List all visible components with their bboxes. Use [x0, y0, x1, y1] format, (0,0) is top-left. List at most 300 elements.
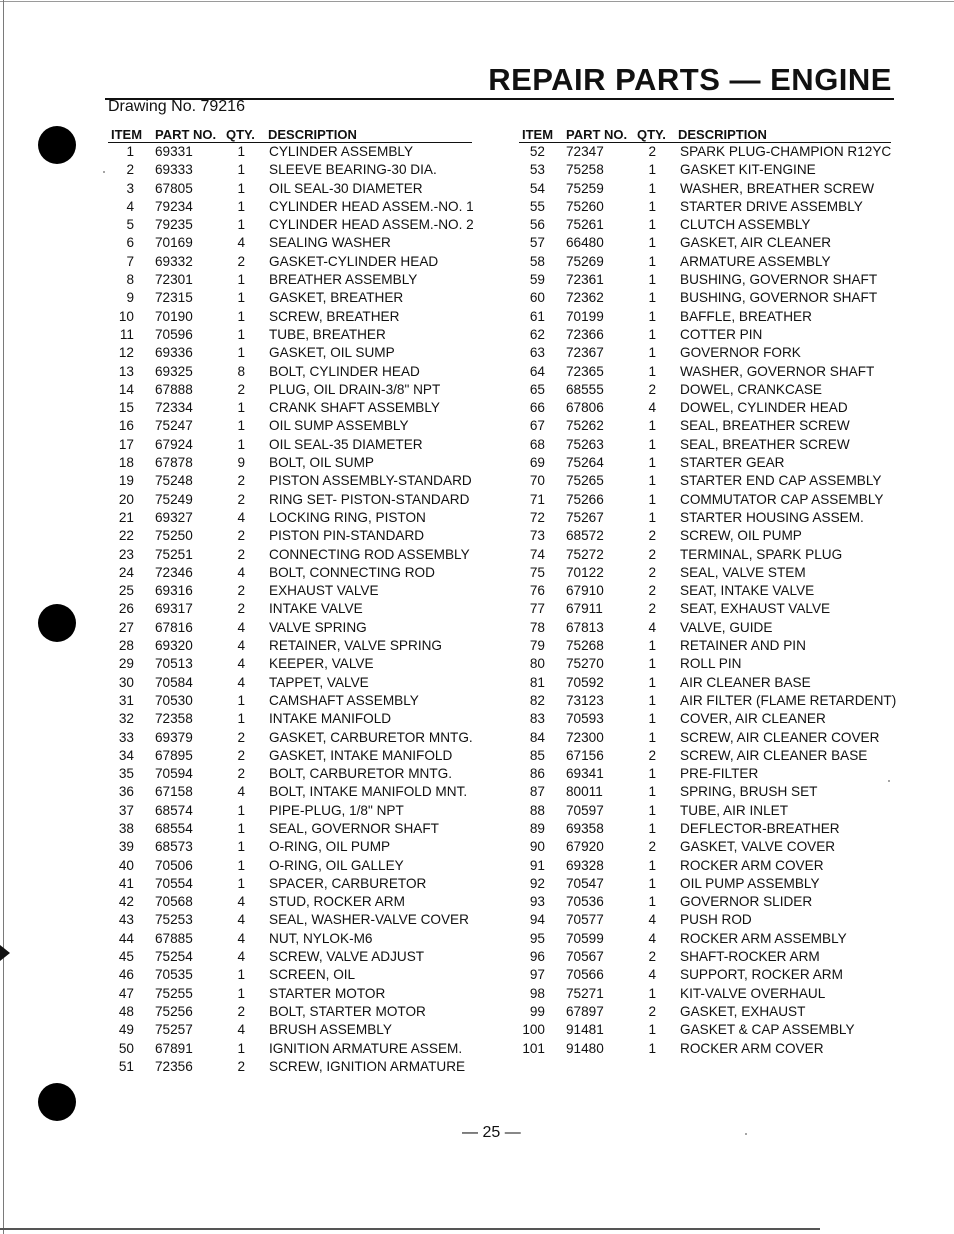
part-number: 72356 [155, 1058, 193, 1074]
part-number: 75264 [566, 455, 604, 471]
part-number: 72365 [566, 363, 604, 379]
description: SPRING, BRUSH SET [680, 784, 818, 800]
description: BOLT, OIL SUMP [269, 455, 374, 471]
item-number: 80 [529, 656, 545, 672]
item-number: 43 [118, 912, 134, 928]
description: GASKET & CAP ASSEMBLY [680, 1022, 855, 1038]
item-number: 97 [529, 967, 545, 983]
quantity: 2 [648, 583, 656, 599]
item-number: 98 [529, 985, 545, 1001]
description: OIL SEAL-35 DIAMETER [269, 436, 423, 452]
part-number: 75270 [566, 656, 604, 672]
part-number: 75258 [566, 162, 604, 178]
item-number: 28 [118, 638, 134, 654]
part-number: 67895 [155, 747, 193, 763]
description: BAFFLE, BREATHER [680, 308, 812, 324]
description: SEALING WASHER [269, 235, 391, 251]
item-number: 33 [118, 729, 134, 745]
part-number: 70567 [566, 949, 604, 965]
item-number: 37 [118, 802, 134, 818]
part-number: 72367 [566, 345, 604, 361]
part-number: 70593 [566, 711, 604, 727]
item-number: 84 [529, 729, 545, 745]
item-number: 4 [126, 198, 134, 214]
page-edge-marker [0, 945, 10, 961]
item-number: 40 [118, 857, 134, 873]
quantity: 1 [648, 198, 656, 214]
quantity: 2 [237, 601, 245, 617]
item-number: 38 [118, 820, 134, 836]
description: CRANK SHAFT ASSEMBLY [269, 400, 440, 416]
item-number: 87 [529, 784, 545, 800]
quantity: 4 [237, 1022, 245, 1038]
description: ROCKER ARM ASSEMBLY [680, 930, 847, 946]
description: STARTER MOTOR [269, 985, 386, 1001]
item-number: 57 [529, 235, 545, 251]
quantity: 1 [237, 418, 245, 434]
item-number: 86 [529, 766, 545, 782]
header-item: ITEM [522, 127, 554, 142]
item-number: 47 [118, 985, 134, 1001]
quantity: 4 [237, 894, 245, 910]
part-number: 69341 [566, 766, 604, 782]
description: STARTER DRIVE ASSEMBLY [680, 198, 863, 214]
description: BREATHER ASSEMBLY [269, 272, 418, 288]
quantity: 1 [237, 1040, 245, 1056]
description: OIL SEAL-30 DIAMETER [269, 180, 423, 196]
part-number: 69336 [155, 345, 193, 361]
description: CYLINDER ASSEMBLY [269, 144, 414, 159]
quantity: 1 [237, 345, 245, 361]
item-number: 82 [529, 692, 545, 708]
quantity: 1 [237, 857, 245, 873]
quantity: 1 [237, 272, 245, 288]
quantity: 1 [648, 894, 656, 910]
header-part-no: PART NO. [566, 127, 628, 142]
description: TAPPET, VALVE [269, 674, 369, 690]
description: SCREW, OIL PUMP [680, 528, 802, 544]
quantity: 9 [237, 455, 245, 471]
quantity: 1 [648, 802, 656, 818]
description: BUSHING, GOVERNOR SHAFT [680, 272, 878, 288]
item-number: 16 [118, 418, 134, 434]
item-number: 99 [529, 1003, 545, 1019]
item-number: 1 [126, 144, 134, 159]
quantity: 1 [237, 839, 245, 855]
item-number: 50 [118, 1040, 134, 1056]
description: SEAL, VALVE STEM [680, 564, 806, 580]
part-number: 67920 [566, 839, 604, 855]
page-title: REPAIR PARTS — ENGINE [488, 62, 892, 97]
description: SEAL, BREATHER SCREW [680, 418, 850, 434]
item-number: 63 [529, 345, 545, 361]
part-number: 75254 [155, 949, 193, 965]
quantity: 2 [648, 546, 656, 562]
quantity: 1 [237, 162, 245, 178]
part-number: 75269 [566, 253, 604, 269]
part-number: 70513 [155, 656, 193, 672]
part-number: 67813 [566, 619, 604, 635]
description: DOWEL, CYLINDER HEAD [680, 400, 848, 416]
item-number: 55 [529, 198, 545, 214]
description: O-RING, OIL PUMP [269, 839, 391, 855]
part-number: 69379 [155, 729, 193, 745]
quantity: 2 [237, 491, 245, 507]
quantity: 1 [648, 674, 656, 690]
description: GASKET, VALVE COVER [680, 839, 836, 855]
item-number: 85 [529, 747, 545, 763]
scan-speck [888, 780, 890, 782]
quantity: 1 [648, 473, 656, 489]
part-number: 75268 [566, 638, 604, 654]
quantity: 2 [648, 747, 656, 763]
description: AIR CLEANER BASE [680, 674, 811, 690]
description: INTAKE VALVE [269, 601, 363, 617]
item-number: 20 [118, 491, 134, 507]
quantity: 1 [648, 235, 656, 251]
quantity: 1 [648, 857, 656, 873]
description: GASKET-CYLINDER HEAD [269, 253, 439, 269]
item-number: 76 [529, 583, 545, 599]
part-number: 75247 [155, 418, 193, 434]
item-number: 96 [529, 949, 545, 965]
quantity: 2 [648, 528, 656, 544]
description: COTTER PIN [680, 326, 763, 342]
item-number: 15 [118, 400, 134, 416]
item-number: 9 [126, 290, 134, 306]
part-number: 67158 [155, 784, 193, 800]
quantity: 4 [237, 509, 245, 525]
description: SEAL, GOVERNOR SHAFT [269, 820, 439, 836]
quantity: 1 [237, 180, 245, 196]
description: O-RING, OIL GALLEY [269, 857, 404, 873]
quantity: 1 [648, 272, 656, 288]
scan-speck [745, 1133, 747, 1135]
item-number: 2 [126, 162, 134, 178]
quantity: 2 [237, 1058, 245, 1074]
part-number: 70594 [155, 766, 193, 782]
description: GASKET, CARBURETOR MNTG. [269, 729, 473, 745]
part-number: 70577 [566, 912, 604, 928]
quantity: 4 [648, 619, 656, 635]
part-number: 67910 [566, 583, 604, 599]
part-number: 75253 [155, 912, 193, 928]
quantity: 1 [648, 638, 656, 654]
part-number: 70122 [566, 564, 604, 580]
part-number: 79235 [155, 217, 193, 233]
description: BOLT, INTAKE MANIFOLD MNT. [269, 784, 468, 800]
description: PIPE-PLUG, 1/8" NPT [269, 802, 404, 818]
description: CONNECTING ROD ASSEMBLY [269, 546, 470, 562]
description: OIL SUMP ASSEMBLY [269, 418, 409, 434]
description: PISTON PIN-STANDARD [269, 528, 425, 544]
item-number: 74 [529, 546, 545, 562]
part-number: 67878 [155, 455, 193, 471]
part-number: 79234 [155, 198, 193, 214]
quantity: 1 [648, 418, 656, 434]
quantity: 2 [237, 546, 245, 562]
description: COMMUTATOR CAP ASSEMBLY [680, 491, 884, 507]
description: PUSH ROD [680, 912, 752, 928]
part-number: 72300 [566, 729, 604, 745]
item-number: 21 [118, 509, 134, 525]
page-number: — 25 — [462, 1124, 521, 1141]
part-number: 75265 [566, 473, 604, 489]
header-description: DESCRIPTION [678, 127, 767, 142]
part-number: 67816 [155, 619, 193, 635]
item-number: 46 [118, 967, 134, 983]
description: SCREW, AIR CLEANER BASE [680, 747, 868, 763]
item-number: 69 [529, 455, 545, 471]
part-number: 69331 [155, 144, 193, 159]
item-number: 72 [529, 509, 545, 525]
item-number: 64 [529, 363, 545, 379]
description: WASHER, BREATHER SCREW [680, 180, 875, 196]
item-number: 88 [529, 802, 545, 818]
quantity: 1 [648, 217, 656, 233]
quantity: 2 [237, 747, 245, 763]
quantity: 4 [237, 656, 245, 672]
part-number: 69325 [155, 363, 193, 379]
quantity: 4 [237, 638, 245, 654]
item-number: 8 [126, 272, 134, 288]
item-number: 18 [118, 455, 134, 471]
part-number: 75256 [155, 1003, 193, 1019]
description: SEAT, INTAKE VALVE [680, 583, 815, 599]
item-number: 90 [529, 839, 545, 855]
quantity: 1 [237, 198, 245, 214]
part-number: 68574 [155, 802, 193, 818]
item-number: 95 [529, 930, 545, 946]
quantity: 2 [237, 583, 245, 599]
part-number: 67156 [566, 747, 604, 763]
item-number: 26 [118, 601, 134, 617]
description: SEAL, WASHER-VALVE COVER [269, 912, 469, 928]
part-number: 75267 [566, 509, 604, 525]
quantity: 1 [648, 1022, 656, 1038]
part-number: 68573 [155, 839, 193, 855]
quantity: 1 [237, 326, 245, 342]
description: SCREW, IGNITION ARMATURE [269, 1058, 466, 1074]
part-number: 68554 [155, 820, 193, 836]
item-number: 3 [126, 180, 134, 196]
quantity: 4 [237, 912, 245, 928]
part-number: 66480 [566, 235, 604, 251]
item-number: 42 [118, 894, 134, 910]
description: GASKET KIT-ENGINE [680, 162, 816, 178]
item-number: 17 [118, 436, 134, 452]
item-number: 25 [118, 583, 134, 599]
item-number: 70 [529, 473, 545, 489]
description: SEAT, EXHAUST VALVE [680, 601, 831, 617]
part-number: 91480 [566, 1040, 604, 1056]
item-number: 54 [529, 180, 545, 196]
quantity: 1 [648, 766, 656, 782]
quantity: 1 [648, 820, 656, 836]
description: TUBE, BREATHER [269, 326, 386, 342]
part-number: 69332 [155, 253, 193, 269]
quantity: 1 [237, 308, 245, 324]
item-number: 48 [118, 1003, 134, 1019]
quantity: 2 [648, 564, 656, 580]
item-number: 93 [529, 894, 545, 910]
part-number: 70566 [566, 967, 604, 983]
description: GOVERNOR FORK [680, 345, 801, 361]
description: SCREW, VALVE ADJUST [269, 949, 425, 965]
part-number: 67806 [566, 400, 604, 416]
item-number: 11 [119, 326, 134, 342]
quantity: 4 [648, 400, 656, 416]
quantity: 1 [237, 217, 245, 233]
part-number: 75259 [566, 180, 604, 196]
description: RING SET- PISTON-STANDARD [269, 491, 470, 507]
quantity: 1 [237, 711, 245, 727]
part-number: 75261 [566, 217, 604, 233]
description: EXHAUST VALVE [269, 583, 379, 599]
quantity: 1 [648, 455, 656, 471]
quantity: 1 [648, 784, 656, 800]
quantity: 1 [648, 326, 656, 342]
description: PRE-FILTER [680, 766, 759, 782]
quantity: 2 [237, 766, 245, 782]
quantity: 1 [648, 308, 656, 324]
description: ROLL PIN [680, 656, 742, 672]
header-item: ITEM [111, 127, 143, 142]
description: CLUTCH ASSEMBLY [680, 217, 811, 233]
part-number: 70199 [566, 308, 604, 324]
description: TERMINAL, SPARK PLUG [680, 546, 843, 562]
part-number: 70597 [566, 802, 604, 818]
scan-top-edge [0, 1, 954, 2]
quantity: 1 [648, 162, 656, 178]
part-number: 70554 [155, 875, 193, 891]
item-number: 60 [529, 290, 545, 306]
drawing-number: Drawing No. 79216 [108, 98, 245, 115]
quantity: 1 [648, 253, 656, 269]
part-number: 75260 [566, 198, 604, 214]
part-number: 70535 [155, 967, 193, 983]
description: SUPPORT, ROCKER ARM [680, 967, 843, 983]
item-number: 29 [118, 656, 134, 672]
part-number: 67891 [155, 1040, 193, 1056]
item-number: 71 [529, 491, 545, 507]
description: STARTER HOUSING ASSEM. [680, 509, 864, 525]
item-number: 35 [118, 766, 134, 782]
description: BOLT, STARTER MOTOR [269, 1003, 426, 1019]
item-number: 73 [529, 528, 545, 544]
item-number: 51 [118, 1058, 134, 1074]
description: SPARK PLUG-CHAMPION R12YC [680, 144, 892, 159]
description: CYLINDER HEAD ASSEM.-NO. 2 [269, 217, 474, 233]
quantity: 1 [648, 875, 656, 891]
quantity: 1 [648, 711, 656, 727]
quantity: 2 [648, 381, 656, 397]
part-number: 67888 [155, 381, 193, 397]
item-number: 22 [118, 528, 134, 544]
part-number: 69327 [155, 509, 193, 525]
item-number: 7 [126, 253, 134, 269]
quantity: 1 [237, 985, 245, 1001]
quantity: 1 [648, 729, 656, 745]
quantity: 1 [648, 345, 656, 361]
part-number: 67897 [566, 1003, 604, 1019]
quantity: 2 [237, 528, 245, 544]
description: SCREW, BREATHER [269, 308, 400, 324]
description: STARTER GEAR [680, 455, 785, 471]
quantity: 1 [237, 967, 245, 983]
quantity: 1 [237, 436, 245, 452]
item-number: 34 [118, 747, 134, 763]
part-number: 70536 [566, 894, 604, 910]
item-number: 10 [118, 308, 134, 324]
quantity: 1 [648, 1040, 656, 1056]
quantity: 2 [237, 253, 245, 269]
part-number: 67911 [566, 601, 603, 617]
item-number: 78 [529, 619, 545, 635]
item-number: 56 [529, 217, 545, 233]
item-number: 59 [529, 272, 545, 288]
quantity: 1 [648, 985, 656, 1001]
item-number: 79 [529, 638, 545, 654]
part-number: 72361 [566, 272, 604, 288]
item-number: 41 [118, 875, 134, 891]
description: VALVE, GUIDE [680, 619, 773, 635]
quantity: 1 [648, 363, 656, 379]
part-number: 75249 [155, 491, 193, 507]
item-number: 23 [118, 546, 134, 562]
part-number: 67924 [155, 436, 193, 452]
part-number: 69316 [155, 583, 193, 599]
part-number: 69320 [155, 638, 193, 654]
part-number: 67805 [155, 180, 193, 196]
description: GASKET, INTAKE MANIFOLD [269, 747, 453, 763]
quantity: 4 [648, 967, 656, 983]
part-number: 73123 [566, 692, 604, 708]
quantity: 1 [648, 180, 656, 196]
item-number: 19 [118, 473, 134, 489]
part-number: 72358 [155, 711, 193, 727]
description: DOWEL, CRANKCASE [680, 381, 823, 397]
item-number: 13 [118, 363, 134, 379]
part-number: 75248 [155, 473, 193, 489]
quantity: 4 [237, 619, 245, 635]
description: DEFLECTOR-BREATHER [680, 820, 840, 836]
description: ROCKER ARM COVER [680, 1040, 824, 1056]
item-number: 27 [118, 619, 134, 635]
description: PISTON ASSEMBLY-STANDARD [269, 473, 472, 489]
description: KEEPER, VALVE [269, 656, 374, 672]
item-number: 91 [529, 857, 545, 873]
item-number: 31 [118, 692, 134, 708]
item-number: 92 [529, 875, 545, 891]
item-number: 44 [118, 930, 134, 946]
item-number: 62 [529, 326, 545, 342]
item-number: 14 [118, 381, 134, 397]
description: SPACER, CARBURETOR [269, 875, 427, 891]
part-number: 72315 [155, 290, 193, 306]
quantity: 4 [237, 674, 245, 690]
part-number: 70169 [155, 235, 193, 251]
item-number: 45 [118, 949, 134, 965]
part-number: 75266 [566, 491, 604, 507]
item-number: 101 [522, 1040, 545, 1056]
quantity: 4 [237, 564, 245, 580]
item-number: 32 [118, 711, 134, 727]
quantity: 2 [237, 729, 245, 745]
quantity: 1 [648, 692, 656, 708]
item-number: 77 [529, 601, 545, 617]
part-number: 75251 [155, 546, 193, 562]
